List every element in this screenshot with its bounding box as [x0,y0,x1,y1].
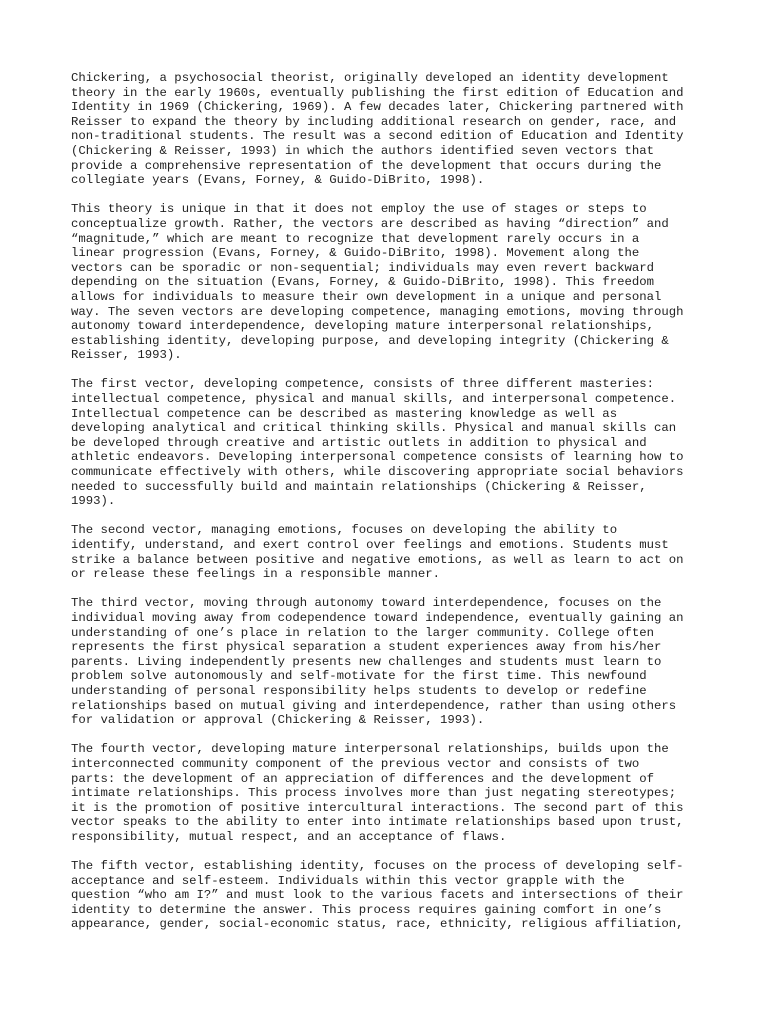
text-line: needed to successfully build and maintain relationships (Chickering & Reisser, [71,479,647,494]
text-line: developing analytical and critical thinking skills. Physical and manual skills can [71,421,677,436]
text-line: The second vector, managing emotions, focuses on developing the ability to [71,523,618,538]
text-line: understanding of personal responsibility helps students to develop or redefine [71,683,647,698]
text-line: parts: the development of an appreciation of differences and the development of [71,771,654,786]
text-line: athletic endeavors. Developing interpersonal competence consists of learning how to [71,450,684,465]
text-line: Chickering, a psychosocial theorist, originally developed an identity development [71,71,669,85]
text-line: Identity in 1969 (Chickering, 1969). A few decades later, Chickering partnered with [71,100,684,115]
text-line: conceptualize growth. Rather, the vectors are described as having “direction” and [71,216,669,231]
text-line: vector speaks to the ability to enter into intimate relationships based upon trust, [71,815,684,830]
paragraph [71,859,708,932]
text-line: relationships based on mutual giving and interdependence, rather than using others [71,698,677,713]
text-line: identify, understand, and exert control over feelings and emotions. Students must [71,538,669,552]
text-line: provide a comprehensive representation of the development that occurs during the [71,158,662,173]
paragraph [71,377,708,508]
text-line: non-traditional students. The result was a second edition of Education and Identity [71,129,684,144]
text-line: responsibility, mutual respect, and an acceptance of flaws. [71,829,507,844]
text-line: interconnected community component of the previous vector and consists of two [71,756,640,771]
text-line: collegiate years (Evans, Forney, & Guido-DiBrito, 1998). [71,173,485,188]
text-line: for validation or approval (Chickering & Reisser, 1993). [71,713,485,728]
text-line: 1993). [71,494,116,509]
text-line: individual moving away from codependence toward independence, eventually gaining an [71,610,684,625]
text-line: The fourth vector, developing mature interpersonal relationships, builds upon the [71,742,669,757]
text-line: identity to determine the answer. This process requires gaining comfort in one’s [71,902,662,917]
text-line: The third vector, moving through autonomy toward interdependence, focuses on the [71,596,662,611]
document-body [71,71,708,932]
text-line: acceptance and self-esteem. Individuals within this vector grapple with the [71,873,625,888]
text-line: vectors can be sporadic or non-sequential; individuals may even revert backward [71,260,654,275]
text-line: strike a balance between positive and negative emotions, as well as learn to act on [71,552,684,567]
text-line: or release these feelings in a responsible manner. [71,567,440,582]
text-line: communicate effectively with others, while discovering appropriate social behaviors [71,465,684,480]
text-line: autonomy toward interdependence, developing mature interpersonal relationships, [71,319,654,334]
paragraph [71,71,708,188]
text-line: The first vector, developing competence, consists of three different masteries: [71,377,654,392]
text-line: The fifth vector, establishing identity, focuses on the process of developing self- [71,859,684,874]
text-line: be developed through creative and artistic outlets in addition to physical and [71,435,647,450]
text-line: depending on the situation (Evans, Forney, & Guido-DiBrito, 1998). This freedom [71,275,654,290]
text-line: understanding of one’s place in relation to the larger community. College often [71,625,654,640]
text-line: Reisser to expand the theory by including additional research on gender, race, and [71,114,677,129]
text-line: problem solve autonomously and self-motivate for the first time. This newfound [71,669,647,684]
text-line: question “who am I?” and must look to the various facets and intersections of their [71,888,684,903]
text-line: linear progression (Evans, Forney, & Guido-DiBrito, 1998). Movement along the [71,246,640,261]
text-line: represents the first physical separation a student experiences away from his/her [71,640,662,655]
text-line: (Chickering & Reisser, 1993) in which the authors identified seven vectors that [71,143,654,158]
text-line: “magnitude,” which are meant to recognize that development rarely occurs in a [71,231,640,246]
text-line: way. The seven vectors are developing competence, managing emotions, moving through [71,304,684,319]
text-line: establishing identity, developing purpose, and developing integrity (Chickering & [71,333,669,348]
paragraph [71,596,708,727]
paragraph [71,523,708,581]
text-line: intimate relationships. This process involves more than just negating stereotypes; [71,786,677,801]
paragraph [71,742,708,844]
text-line: theory in the early 1960s, eventually publishing the first edition of Education and [71,85,684,100]
text-line: intellectual competence, physical and manual skills, and interpersonal competence. [71,392,677,407]
text-line: This theory is unique in that it does not employ the use of stages or steps to [71,202,647,217]
text-line: Reisser, 1993). [71,348,182,363]
text-line: it is the promotion of positive intercultural interactions. The second part of this [71,800,684,815]
text-line: appearance, gender, social-economic status, race, ethnicity, religious affiliation, [71,917,684,932]
paragraph [71,202,708,363]
text-line: parents. Living independently presents new challenges and students must learn to [71,654,662,669]
text-line: allows for individuals to measure their own development in a unique and personal [71,289,662,304]
text-line: Intellectual competence can be described as mastering knowledge as well as [71,406,618,421]
